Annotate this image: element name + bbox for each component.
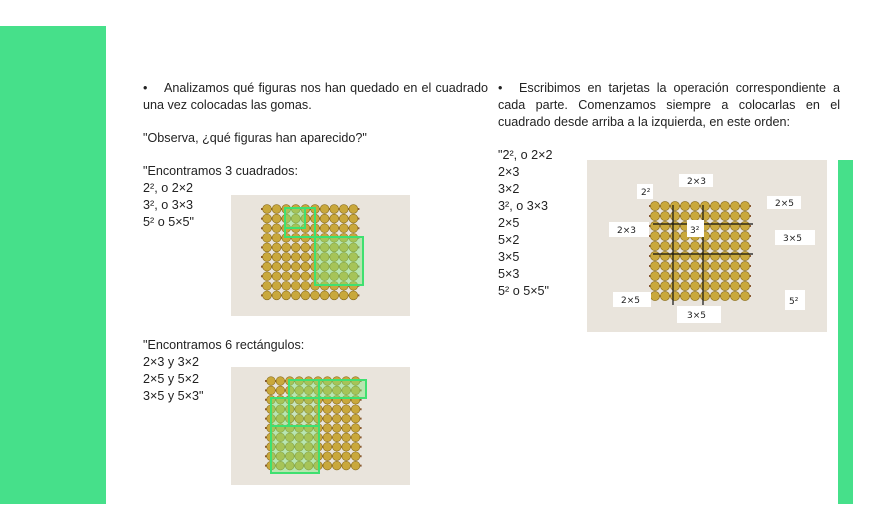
bead — [730, 261, 739, 270]
bead — [263, 224, 272, 233]
bead — [710, 271, 719, 280]
bead — [263, 205, 272, 214]
bead — [342, 405, 351, 414]
bead — [272, 243, 281, 252]
rectangles-block — [143, 337, 305, 405]
bead — [291, 253, 300, 262]
square-item: 3², o 3×3 — [143, 198, 194, 212]
rect-3x2-overlay — [271, 398, 289, 426]
bead — [301, 253, 310, 262]
bead — [730, 231, 739, 240]
card-label: 2² — [641, 188, 651, 198]
bead — [351, 461, 360, 470]
rectangle-item: 3×5 y 5×3" — [143, 389, 204, 403]
bead — [690, 201, 699, 210]
bead — [311, 291, 320, 300]
card — [775, 230, 815, 245]
rectangle-item: 2×3 y 3×2 — [143, 355, 200, 369]
bead — [650, 201, 659, 210]
bead — [351, 433, 360, 442]
bead — [291, 272, 300, 281]
bead — [730, 201, 739, 210]
bead — [730, 291, 739, 300]
bead — [710, 261, 719, 270]
bead — [690, 271, 699, 280]
bead — [332, 452, 341, 461]
squares-heading: "Encontramos 3 cuadrados: — [143, 164, 298, 178]
bead — [680, 291, 689, 300]
square-item: 5² o 5×5" — [143, 215, 195, 229]
bead — [670, 271, 679, 280]
bead — [330, 214, 339, 223]
rect-5x3-overlay — [271, 426, 319, 473]
bead — [282, 291, 291, 300]
bead — [730, 221, 739, 230]
bead — [272, 205, 281, 214]
bead — [323, 405, 332, 414]
bead — [710, 221, 719, 230]
bead — [730, 211, 739, 220]
bullet-icon: • — [498, 81, 503, 95]
bead — [291, 291, 300, 300]
bead-square-image — [231, 367, 410, 485]
card — [785, 290, 805, 310]
bead — [339, 205, 348, 214]
bead — [332, 424, 341, 433]
left-intro-text: Analizamos qué figuras nos han quedado en el cuadrado una vez colocadas las gomas. — [143, 81, 488, 112]
bead — [272, 272, 281, 281]
bead — [720, 291, 729, 300]
bead — [690, 281, 699, 290]
bead — [272, 262, 281, 271]
bead — [320, 224, 329, 233]
operation-item: 2×5 — [498, 216, 520, 230]
bead — [320, 214, 329, 223]
bead — [323, 442, 332, 451]
bead — [680, 271, 689, 280]
bead — [700, 261, 709, 270]
operation-item: 3², o 3×3 — [498, 199, 549, 213]
bead — [349, 214, 358, 223]
bead — [320, 291, 329, 300]
bead — [650, 261, 659, 270]
right-intro-paragraph — [498, 80, 840, 131]
bead — [700, 271, 709, 280]
bead — [700, 281, 709, 290]
operation-item: 3×5 — [498, 250, 520, 264]
bead — [720, 211, 729, 220]
bead — [291, 281, 300, 290]
card-label: 2×3 — [687, 177, 706, 187]
bead — [342, 414, 351, 423]
bead — [276, 386, 285, 395]
bead — [740, 291, 749, 300]
bead — [263, 262, 272, 271]
bead — [680, 211, 689, 220]
bead — [323, 424, 332, 433]
card-label: 3² — [690, 226, 700, 236]
bead — [263, 214, 272, 223]
bead-square-photo-cards — [587, 160, 827, 332]
bullet-icon: • — [143, 81, 148, 95]
bead — [351, 424, 360, 433]
operation-item: 5×2 — [498, 233, 520, 247]
bead — [670, 241, 679, 250]
bead — [282, 243, 291, 252]
bead — [660, 291, 669, 300]
bead — [670, 211, 679, 220]
bead — [730, 271, 739, 280]
bead — [351, 452, 360, 461]
bead — [700, 251, 709, 260]
bead — [332, 442, 341, 451]
rectangles-heading: "Encontramos 6 rectángulos: — [143, 338, 305, 352]
bead — [650, 291, 659, 300]
bead — [291, 262, 300, 271]
bead — [710, 251, 719, 260]
bead — [710, 201, 719, 210]
bead — [650, 211, 659, 220]
bead — [740, 281, 749, 290]
bead — [680, 261, 689, 270]
bead — [301, 262, 310, 271]
card — [687, 220, 704, 237]
bead — [282, 253, 291, 262]
bead — [740, 251, 749, 260]
bead — [301, 272, 310, 281]
bead — [720, 251, 729, 260]
bead — [263, 253, 272, 262]
bead — [660, 261, 669, 270]
bead — [330, 224, 339, 233]
bead — [323, 414, 332, 423]
card-label: 3×5 — [783, 234, 802, 244]
bead — [660, 201, 669, 210]
bead — [272, 253, 281, 262]
bead — [351, 414, 360, 423]
operation-item: 5² o 5×5" — [498, 284, 550, 298]
bead — [710, 231, 719, 240]
bead — [272, 281, 281, 290]
bead — [740, 201, 749, 210]
bead — [272, 224, 281, 233]
card — [613, 292, 651, 307]
bead — [272, 214, 281, 223]
bead-square-image — [587, 160, 827, 332]
bead — [650, 271, 659, 280]
bead — [323, 452, 332, 461]
bead — [690, 241, 699, 250]
bead — [349, 291, 358, 300]
bead — [301, 291, 310, 300]
card-label: 5² — [789, 297, 799, 307]
card-label: 3×5 — [687, 311, 706, 321]
bead — [680, 201, 689, 210]
card-label: 2×5 — [621, 296, 640, 306]
square-item: 2², o 2×2 — [143, 181, 194, 195]
card — [767, 196, 801, 209]
bead — [710, 241, 719, 250]
bead — [720, 241, 729, 250]
bead — [349, 205, 358, 214]
bead — [690, 251, 699, 260]
operation-item: "2², o 2×2 — [498, 148, 553, 162]
bead — [690, 211, 699, 220]
bead — [282, 281, 291, 290]
right-accent-band — [838, 160, 853, 504]
bead — [720, 231, 729, 240]
operation-item: 2×3 — [498, 165, 520, 179]
right-intro-text: Escribimos en tarjetas la operación correspondiente a cada parte. Comenzamos siempre a colocarlas en el cuadrado desde arriba a la izquierda, en este orden: — [498, 81, 840, 129]
bead — [660, 271, 669, 280]
bead — [710, 211, 719, 220]
bead — [660, 241, 669, 250]
rectangle-item: 2×5 y 5×2 — [143, 372, 200, 386]
bead — [332, 405, 341, 414]
bead — [330, 205, 339, 214]
bead — [650, 231, 659, 240]
card-label: 2×5 — [775, 199, 794, 209]
bead — [650, 281, 659, 290]
bead — [301, 243, 310, 252]
square-5x5-overlay — [315, 237, 363, 285]
bead — [670, 251, 679, 260]
bead — [710, 291, 719, 300]
bead — [660, 231, 669, 240]
bead — [700, 211, 709, 220]
bead — [339, 224, 348, 233]
bead — [342, 452, 351, 461]
bead — [730, 251, 739, 260]
operation-item: 3×2 — [498, 182, 520, 196]
bead — [700, 201, 709, 210]
bead — [650, 241, 659, 250]
bead — [351, 442, 360, 451]
rect-2x3-overlay — [289, 380, 319, 398]
bead — [660, 211, 669, 220]
bead-square-photo-rectangles — [231, 367, 410, 485]
bead — [263, 281, 272, 290]
bead — [670, 291, 679, 300]
left-accent-band — [0, 26, 106, 504]
bead — [650, 251, 659, 260]
bead — [291, 243, 300, 252]
bead — [342, 461, 351, 470]
bead — [670, 221, 679, 230]
bead — [720, 281, 729, 290]
bead — [660, 251, 669, 260]
bead — [740, 271, 749, 280]
bead — [332, 414, 341, 423]
bead — [330, 291, 339, 300]
bead — [740, 261, 749, 270]
bead — [263, 243, 272, 252]
bead — [342, 442, 351, 451]
bead — [660, 281, 669, 290]
bead — [740, 231, 749, 240]
card — [677, 306, 721, 323]
card — [637, 184, 653, 199]
bead — [670, 261, 679, 270]
bead — [700, 241, 709, 250]
bead — [740, 241, 749, 250]
bead — [720, 201, 729, 210]
bead — [339, 291, 348, 300]
bead — [351, 405, 360, 414]
bead — [660, 221, 669, 230]
bead — [670, 231, 679, 240]
bead — [690, 291, 699, 300]
left-intro-paragraph — [143, 80, 488, 114]
bead — [301, 281, 310, 290]
card-label: 2×3 — [617, 226, 636, 236]
bead — [332, 461, 341, 470]
bead — [263, 233, 272, 242]
operation-item: 5×3 — [498, 267, 520, 281]
bead — [650, 221, 659, 230]
bead — [680, 251, 689, 260]
bead-square-image — [231, 195, 410, 316]
bead — [680, 281, 689, 290]
square-2x2-overlay — [285, 208, 305, 228]
bead — [323, 461, 332, 470]
bead — [730, 281, 739, 290]
bead — [740, 211, 749, 220]
observe-question: "Observa, ¿qué figuras han aparecido?" — [143, 131, 367, 145]
bead — [342, 424, 351, 433]
bead — [267, 386, 276, 395]
bead — [323, 433, 332, 442]
bead-square-photo-squares — [231, 195, 410, 316]
bead — [349, 224, 358, 233]
bead — [670, 201, 679, 210]
card — [609, 222, 649, 237]
bead — [690, 261, 699, 270]
bead — [282, 272, 291, 281]
card — [679, 174, 713, 187]
bead — [700, 291, 709, 300]
bead — [263, 291, 272, 300]
bead — [670, 281, 679, 290]
bead — [710, 281, 719, 290]
bead — [320, 205, 329, 214]
bead — [267, 377, 276, 386]
bead — [272, 291, 281, 300]
bead — [730, 241, 739, 250]
bead — [276, 377, 285, 386]
bead — [332, 433, 341, 442]
bead — [740, 221, 749, 230]
rect-2x5-overlay — [319, 380, 366, 398]
bead — [720, 221, 729, 230]
bead — [282, 262, 291, 271]
bead — [263, 272, 272, 281]
rect-3x3-overlay — [289, 398, 319, 426]
bead — [680, 241, 689, 250]
bead — [342, 433, 351, 442]
bead — [720, 271, 729, 280]
bead — [339, 214, 348, 223]
bead — [720, 261, 729, 270]
bead — [272, 233, 281, 242]
